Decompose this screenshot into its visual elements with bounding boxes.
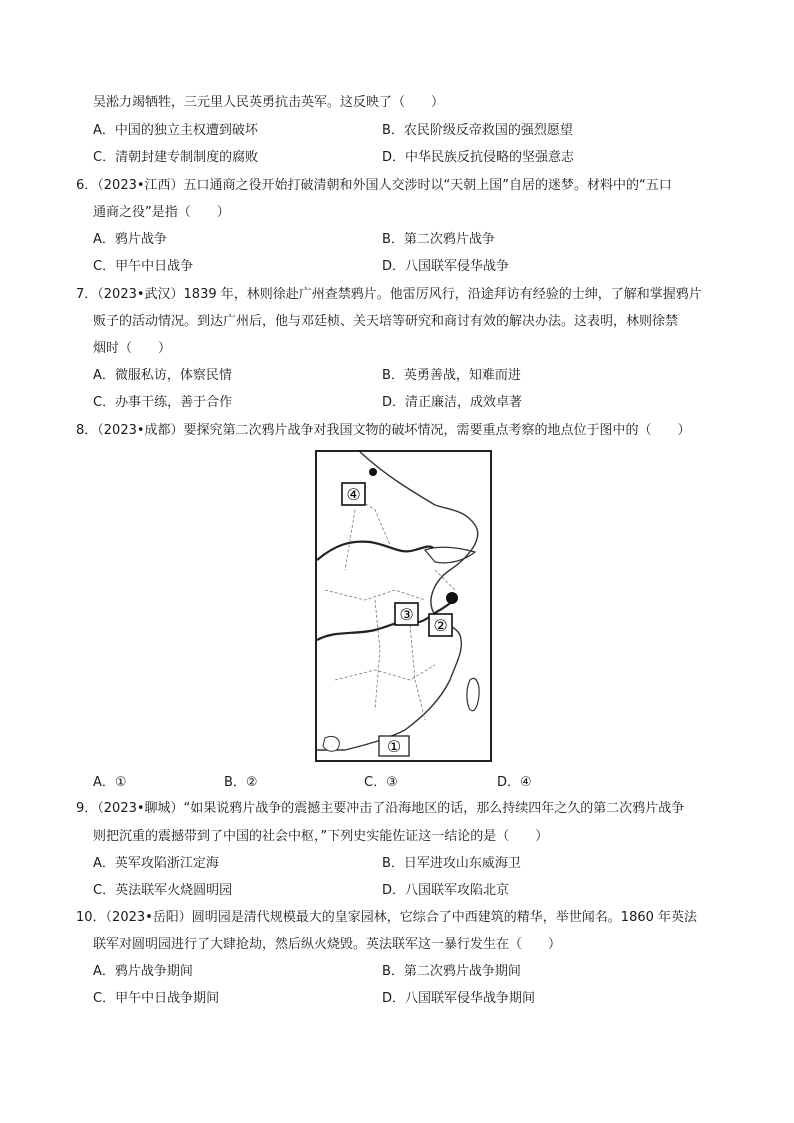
q8-option-d[interactable]: D．④ [497, 775, 532, 790]
q7-option-c[interactable]: C．办事干练，善于合作 [93, 395, 233, 410]
q6-option-a[interactable]: A．鸦片战争 [93, 232, 167, 247]
q5-option-c[interactable]: C．清朝封建专制制度的腐败 [93, 150, 259, 165]
q9-option-a[interactable]: A．英军攻陷浙江定海 [93, 856, 219, 871]
hainan-island [323, 736, 339, 751]
q5-continuation: 吴淞力竭牺牲，三元里人民英勇抗击英军。这反映了（ ） [93, 95, 445, 110]
q10-stem-line1: 10．（2023•岳阳）圆明园是清代规模最大的皇家园林，它综合了中西建筑的精华，举世闻名。1860 年英法 [76, 910, 698, 925]
china-east-map [315, 450, 492, 762]
map-label-3: ③ [399, 605, 414, 624]
map-label-4: ④ [346, 485, 361, 504]
q6-option-c[interactable]: C．甲午中日战争 [93, 259, 194, 274]
q5-option-d[interactable]: D．中华民族反抗侵略的坚强意志 [382, 150, 575, 165]
q8-option-b[interactable]: B．② [224, 775, 258, 790]
q9-stem-line2: 则把沉重的震撼带到了中国的社会中枢，”下列史实能佐证这一结论的是（ ） [93, 829, 549, 844]
q7-stem-line2: 贩子的活动情况。到达广州后，他与邓廷桢、关天培等研究和商讨有效的解决办法。这表明，林则徐禁 [93, 314, 679, 329]
q7-stem-line1: 7．（2023•武汉）1839 年，林则徐赴广州查禁鸦片。他雷厉风行，沿途拜访有经验的士绅，了解和掌握鸦片 [76, 287, 702, 302]
beijing-dot [369, 468, 377, 476]
q10-stem-line2: 联军对圆明园进行了大肆抢劫，然后纵火烧毁。英法联军这一暴行发生在（ ） [93, 937, 562, 952]
q10-option-b[interactable]: B．第二次鸦片战争期间 [382, 964, 521, 979]
q7-option-b[interactable]: B．英勇善战，知难而进 [382, 368, 521, 383]
map-label-1: ① [386, 737, 402, 756]
q7-stem-line3: 烟时（ ） [93, 341, 172, 356]
q10-option-d[interactable]: D．八国联军侵华战争期间 [382, 991, 536, 1006]
map-label-2: ② [433, 616, 448, 635]
q6-option-b[interactable]: B．第二次鸦片战争 [382, 232, 495, 247]
q7-option-a[interactable]: A．微服私访，体察民情 [93, 368, 232, 383]
taiwan-island [467, 678, 479, 710]
q8-stem-line1: 8．（2023•成都）要探究第二次鸦片战争对我国文物的破坏情况，需要重点考察的地点位于图中的（ ） [76, 423, 691, 438]
q9-option-b[interactable]: B．日军进攻山东威海卫 [382, 856, 521, 871]
q6-stem-line2: 通商之役”是指（ ） [93, 205, 230, 220]
q7-option-d[interactable]: D．清正廉洁，成效卓著 [382, 395, 523, 410]
q10-option-c[interactable]: C．甲午中日战争期间 [93, 991, 220, 1006]
shanghai-dot [446, 592, 458, 604]
map-figure [315, 450, 492, 762]
q6-option-d[interactable]: D．八国联军侵华战争 [382, 259, 510, 274]
q9-stem-line1: 9．（2023•聊城）“如果说鸦片战争的震撼主要冲击了沿海地区的话，那么持续四年之久的第二次鸦片战争 [76, 801, 685, 816]
q5-option-a[interactable]: A．中国的独立主权遭到破坏 [93, 123, 258, 138]
q10-option-a[interactable]: A．鸦片战争期间 [93, 964, 193, 979]
q6-stem-line1: 6．（2023•江西）五口通商之役开始打破清朝和外国人交涉时以“天朝上国”自居的迷梦。材料中的“五口 [76, 178, 672, 193]
q8-option-c[interactable]: C．③ [364, 775, 398, 790]
q8-option-a[interactable]: A．① [93, 775, 127, 790]
q9-option-c[interactable]: C．英法联军火烧圆明园 [93, 883, 233, 898]
q5-option-b[interactable]: B．农民阶级反帝救国的强烈愿望 [382, 123, 573, 138]
q9-option-d[interactable]: D．八国联军攻陷北京 [382, 883, 510, 898]
